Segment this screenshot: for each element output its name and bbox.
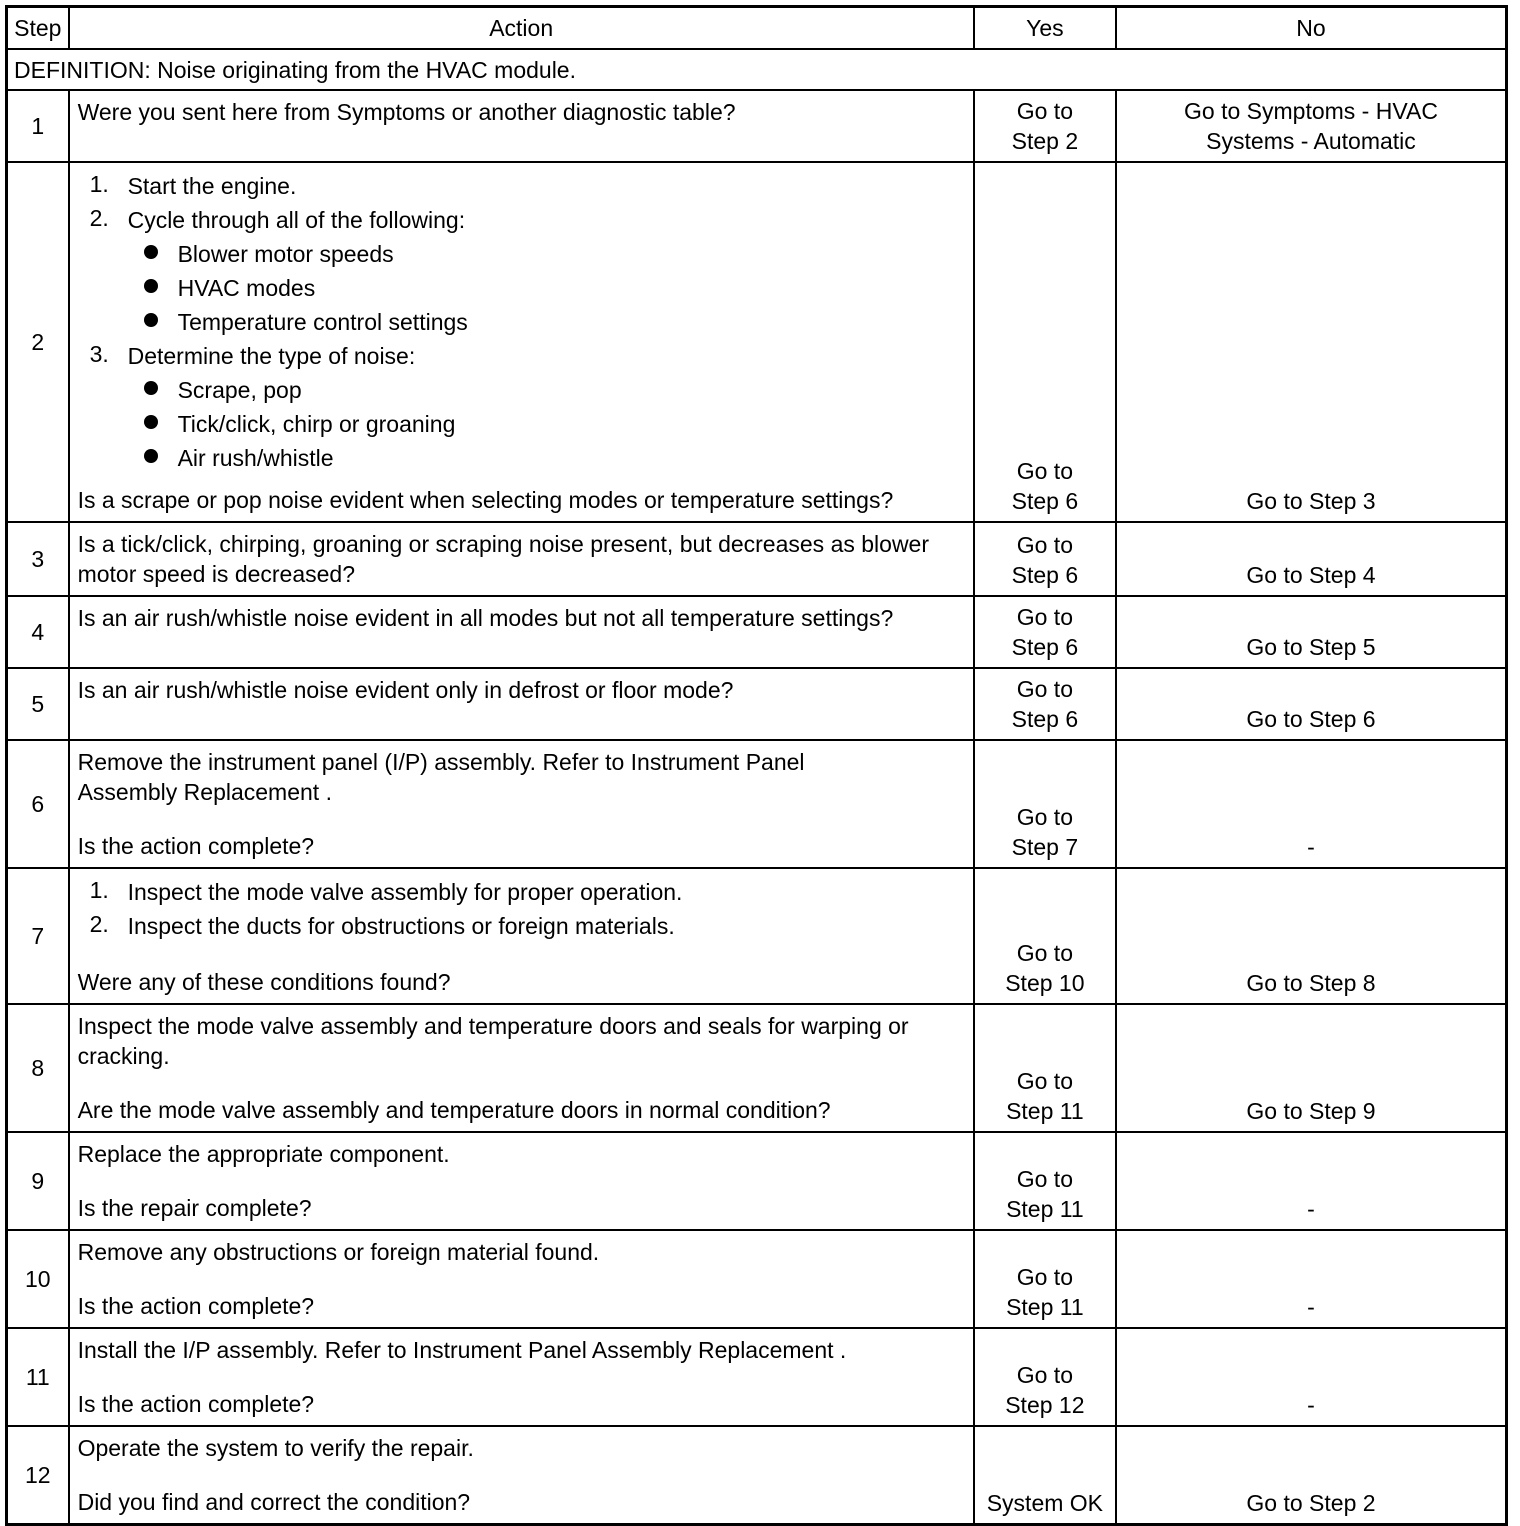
yes-line: Step 7 <box>1011 834 1079 860</box>
no-cell <box>1116 90 1507 162</box>
yes-line: Step 11 <box>1006 1098 1084 1124</box>
question-text: Is the action complete? <box>77 1293 315 1319</box>
yes-cell <box>974 868 1116 1004</box>
item-text: Determine the type of noise: <box>127 343 416 369</box>
definition-text: DEFINITION: Noise originating from the HVAC module. <box>7 49 1507 90</box>
bullet-icon <box>144 279 158 293</box>
bullet-text: Scrape, pop <box>177 377 302 403</box>
no-cell: - <box>1116 1132 1507 1230</box>
bullet-text: Tick/click, chirp or groaning <box>177 411 456 437</box>
no-line: Systems - Automatic <box>1206 128 1416 154</box>
definition-row <box>7 49 1507 90</box>
action-text: Is an air rush/whistle noise evident only in defrost or floor mode? <box>77 677 734 703</box>
bullet-list <box>78 373 965 475</box>
bullet-item <box>78 271 965 305</box>
yes-cell <box>974 1004 1116 1132</box>
action-cell <box>69 90 974 162</box>
yes-cell <box>974 162 1116 522</box>
no-cell: Go to Step 8 <box>1116 868 1507 1004</box>
step-number: 9 <box>7 1132 69 1230</box>
yes-line: Step 12 <box>1005 1392 1085 1418</box>
header-no: No <box>1116 7 1507 50</box>
bullet-icon <box>144 449 158 463</box>
bullet-icon <box>144 245 158 259</box>
step-number: 3 <box>7 522 69 596</box>
action-text: Install the I/P assembly. Refer to Instrument Panel Assembly Replacement . <box>77 1337 847 1363</box>
yes-cell <box>974 668 1116 740</box>
yes-line: Step 11 <box>1006 1196 1084 1222</box>
action-text: Replace the appropriate component. <box>77 1141 450 1167</box>
step-row <box>7 1004 1507 1132</box>
item-number: 3. <box>89 341 109 367</box>
numbered-list <box>78 339 965 373</box>
step-number: 2 <box>7 162 69 522</box>
bullet-icon <box>144 381 158 395</box>
bullet-item <box>78 373 965 407</box>
action-cell <box>69 522 974 596</box>
step-row <box>7 1132 1507 1230</box>
no-cell: Go to Step 4 <box>1116 522 1507 596</box>
yes-cell <box>974 1230 1116 1328</box>
yes-line: Go to <box>1016 458 1073 484</box>
list-item <box>78 339 965 373</box>
item-number: 2. <box>89 911 109 937</box>
action-text: Inspect the mode valve assembly and temperature doors and seals for warping or cracking. <box>77 1013 909 1069</box>
item-text: Cycle through all of the following: <box>127 207 466 233</box>
bullet-item <box>78 441 965 475</box>
yes-line: Go to <box>1016 1166 1073 1192</box>
step-number: 8 <box>7 1004 69 1132</box>
numbered-list <box>78 169 965 237</box>
action-cell <box>69 1328 974 1426</box>
action-text: Remove any obstructions or foreign material found. <box>77 1239 600 1265</box>
header-yes: Yes <box>974 7 1116 50</box>
step-number: 11 <box>7 1328 69 1426</box>
item-number: 1. <box>89 877 109 903</box>
bullet-list <box>78 237 965 339</box>
question-text: Are the mode valve assembly and temperature doors in normal condition? <box>77 1097 831 1123</box>
header-step: Step <box>7 7 69 50</box>
yes-line: Go to <box>1016 676 1073 702</box>
no-cell: Go to Step 2 <box>1116 1426 1507 1525</box>
no-cell: - <box>1116 1328 1507 1426</box>
yes-line: Go to <box>1016 98 1073 124</box>
bullet-text: Blower motor speeds <box>177 241 394 267</box>
list-item <box>78 203 965 237</box>
yes-line: Go to <box>1016 1068 1073 1094</box>
yes-cell <box>974 90 1116 162</box>
yes-line: Go to <box>1016 1264 1073 1290</box>
yes-line: System OK <box>986 1490 1104 1516</box>
action-cell <box>69 1132 974 1230</box>
no-line: Go to Symptoms - HVAC <box>1184 98 1438 124</box>
step-number: 6 <box>7 740 69 868</box>
list-item <box>78 875 965 909</box>
yes-line: Step 11 <box>1006 1294 1084 1320</box>
yes-cell <box>974 740 1116 868</box>
list-item <box>78 909 965 943</box>
bullet-icon <box>144 313 158 327</box>
action-cell <box>69 1004 974 1132</box>
list-item <box>78 169 965 203</box>
bullet-text: Air rush/whistle <box>177 445 334 471</box>
no-cell: Go to Step 5 <box>1116 596 1507 668</box>
action-text: Operate the system to verify the repair. <box>77 1435 474 1461</box>
question-text: Were any of these conditions found? <box>77 969 451 995</box>
diagnostic-table-container <box>5 5 1508 1526</box>
step-row <box>7 162 1507 522</box>
step-number: 12 <box>7 1426 69 1525</box>
bullet-item <box>78 237 965 271</box>
action-cell <box>69 668 974 740</box>
bullet-item <box>78 305 965 339</box>
action-cell <box>69 868 974 1004</box>
action-text: Were you sent here from Symptoms or another diagnostic table? <box>77 99 736 125</box>
question-text: Is the action complete? <box>77 1391 315 1417</box>
yes-cell <box>974 1132 1116 1230</box>
no-cell: - <box>1116 740 1507 868</box>
bullet-icon <box>144 415 158 429</box>
question-text: Is a scrape or pop noise evident when selecting modes or temperature settings? <box>77 487 894 513</box>
question-text: Did you find and correct the condition? <box>77 1489 471 1515</box>
bullet-text: HVAC modes <box>177 275 316 301</box>
yes-line: Go to <box>1016 804 1073 830</box>
yes-line: Step 2 <box>1011 128 1079 154</box>
yes-cell <box>974 596 1116 668</box>
item-text: Inspect the ducts for obstructions or foreign materials. <box>127 913 675 939</box>
header-row <box>7 7 1507 50</box>
step-number: 7 <box>7 868 69 1004</box>
yes-line: Go to <box>1016 940 1073 966</box>
yes-cell <box>974 1426 1116 1525</box>
question-text: Is the repair complete? <box>77 1195 312 1221</box>
numbered-list <box>78 875 965 943</box>
action-cell <box>69 162 974 522</box>
yes-line: Go to <box>1016 604 1073 630</box>
step-row <box>7 596 1507 668</box>
step-number: 4 <box>7 596 69 668</box>
diagnostic-table <box>5 5 1508 1526</box>
bullet-item <box>78 407 965 441</box>
action-cell <box>69 740 974 868</box>
step-row <box>7 1328 1507 1426</box>
action-cell <box>69 596 974 668</box>
yes-line: Step 6 <box>1011 706 1079 732</box>
step-number: 1 <box>7 90 69 162</box>
yes-line: Step 10 <box>1005 970 1085 996</box>
yes-line: Step 6 <box>1011 634 1079 660</box>
item-number: 2. <box>89 205 109 231</box>
item-text: Inspect the mode valve assembly for proper operation. <box>127 879 683 905</box>
yes-line: Step 6 <box>1011 562 1079 588</box>
bullet-text: Temperature control settings <box>177 309 468 335</box>
no-cell: Go to Step 6 <box>1116 668 1507 740</box>
question-text: Is the action complete? <box>77 833 315 859</box>
step-number: 10 <box>7 1230 69 1328</box>
item-text: Start the engine. <box>127 173 297 199</box>
yes-cell <box>974 1328 1116 1426</box>
no-cell: - <box>1116 1230 1507 1328</box>
yes-cell <box>974 522 1116 596</box>
step-row <box>7 1230 1507 1328</box>
yes-line: Go to <box>1016 1362 1073 1388</box>
action-cell <box>69 1230 974 1328</box>
step-row <box>7 90 1507 162</box>
item-number: 1. <box>89 171 109 197</box>
step-number: 5 <box>7 668 69 740</box>
action-text: Is an air rush/whistle noise evident in all modes but not all temperature settings? <box>77 605 894 631</box>
action-cell <box>69 1426 974 1525</box>
step-row <box>7 1426 1507 1525</box>
step-row <box>7 740 1507 868</box>
yes-line: Step 6 <box>1011 488 1079 514</box>
no-cell: Go to Step 3 <box>1116 162 1507 522</box>
yes-line: Go to <box>1016 532 1073 558</box>
no-cell: Go to Step 9 <box>1116 1004 1507 1132</box>
step-row <box>7 522 1507 596</box>
action-text: Remove the instrument panel (I/P) assembly. Refer to Instrument Panel Assembly Replacement . <box>77 749 805 805</box>
step-row <box>7 868 1507 1004</box>
step-row <box>7 668 1507 740</box>
header-action: Action <box>69 7 974 50</box>
action-text: Is a tick/click, chirping, groaning or scraping noise present, but decreases as blower motor speed is decreased? <box>77 531 930 587</box>
